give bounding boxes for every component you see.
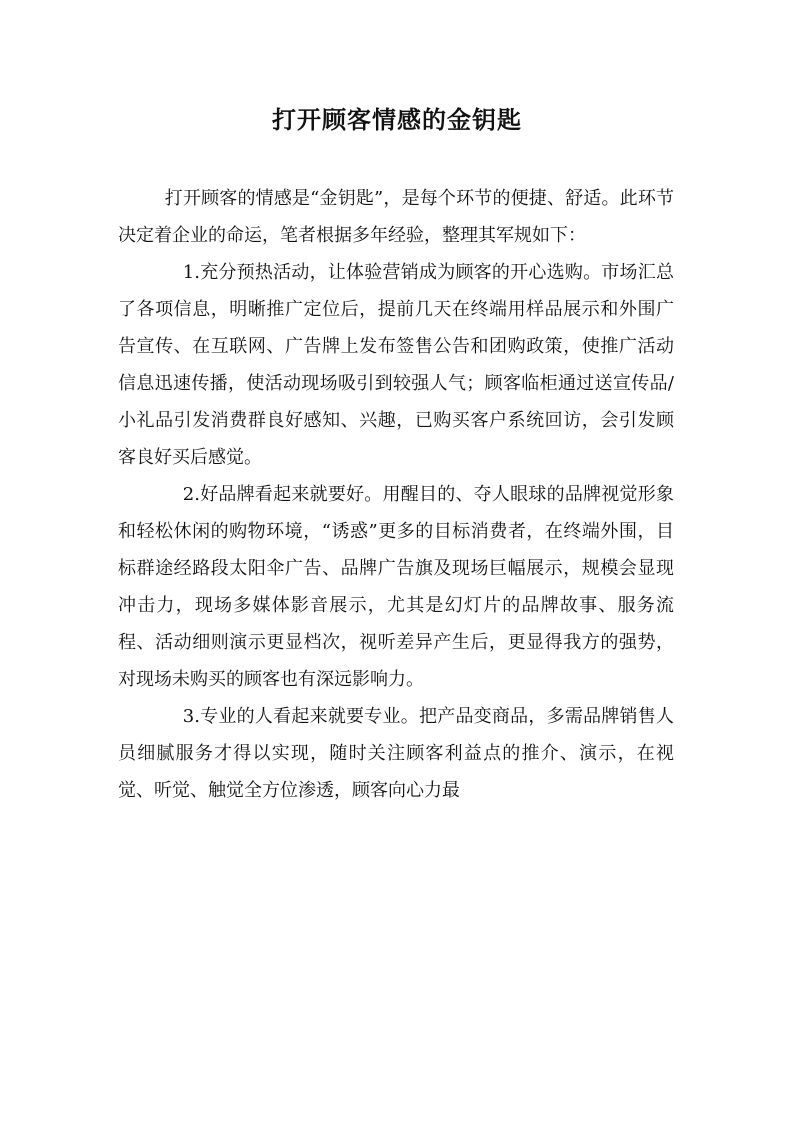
paragraph-point-3: 3.专业的人看起来就要专业。把产品变商品，多需品牌销售人员细腻服务才得以实现，随时关注顾客利益点的推介、演示，在视觉、听觉、触觉全方位渗透，顾客向心力最	[118, 706, 674, 801]
document-body	[118, 180, 674, 809]
paragraph-point-1: 1.充分预热活动，让体验营销成为顾客的开心选购。市场汇总了各项信息，明晰推广定位后，提前几天在终端用样品展示和外围广告宣传、在互联网、广告牌上发布签售公告和团购政策，使推广活动信息迅速传播，使活动现场吸引到较强人气；顾客临柜通过送宣传品/小礼品引发消费群良好感知、兴趣，已购买客户系统回访，会引发顾客良好买后感觉。	[118, 262, 674, 468]
paragraph-point-2: 2.好品牌看起来就要好。用醒目的、夺人眼球的品牌视觉形象和轻松休闲的购物环境，“诱惑”更多的目标消费者，在终端外围，目标群途经路段太阳伞广告、品牌广告旗及现场巨幅展示，规模会显现冲击力，现场多媒体影音展示，尤其是幻灯片的品牌故事、服务流程、活动细则演示更显档次，视听差异产生后，更显得我方的强势，对现场未购买的顾客也有深远影响力。	[118, 484, 674, 690]
paragraph-intro: 打开顾客的情感是“金钥匙”，是每个环节的便捷、舒适。此环节决定着企业的命运，笔者根据多年经验，整理其军规如下：	[118, 188, 674, 246]
document-title: 打开顾客情感的金钥匙	[272, 105, 522, 134]
